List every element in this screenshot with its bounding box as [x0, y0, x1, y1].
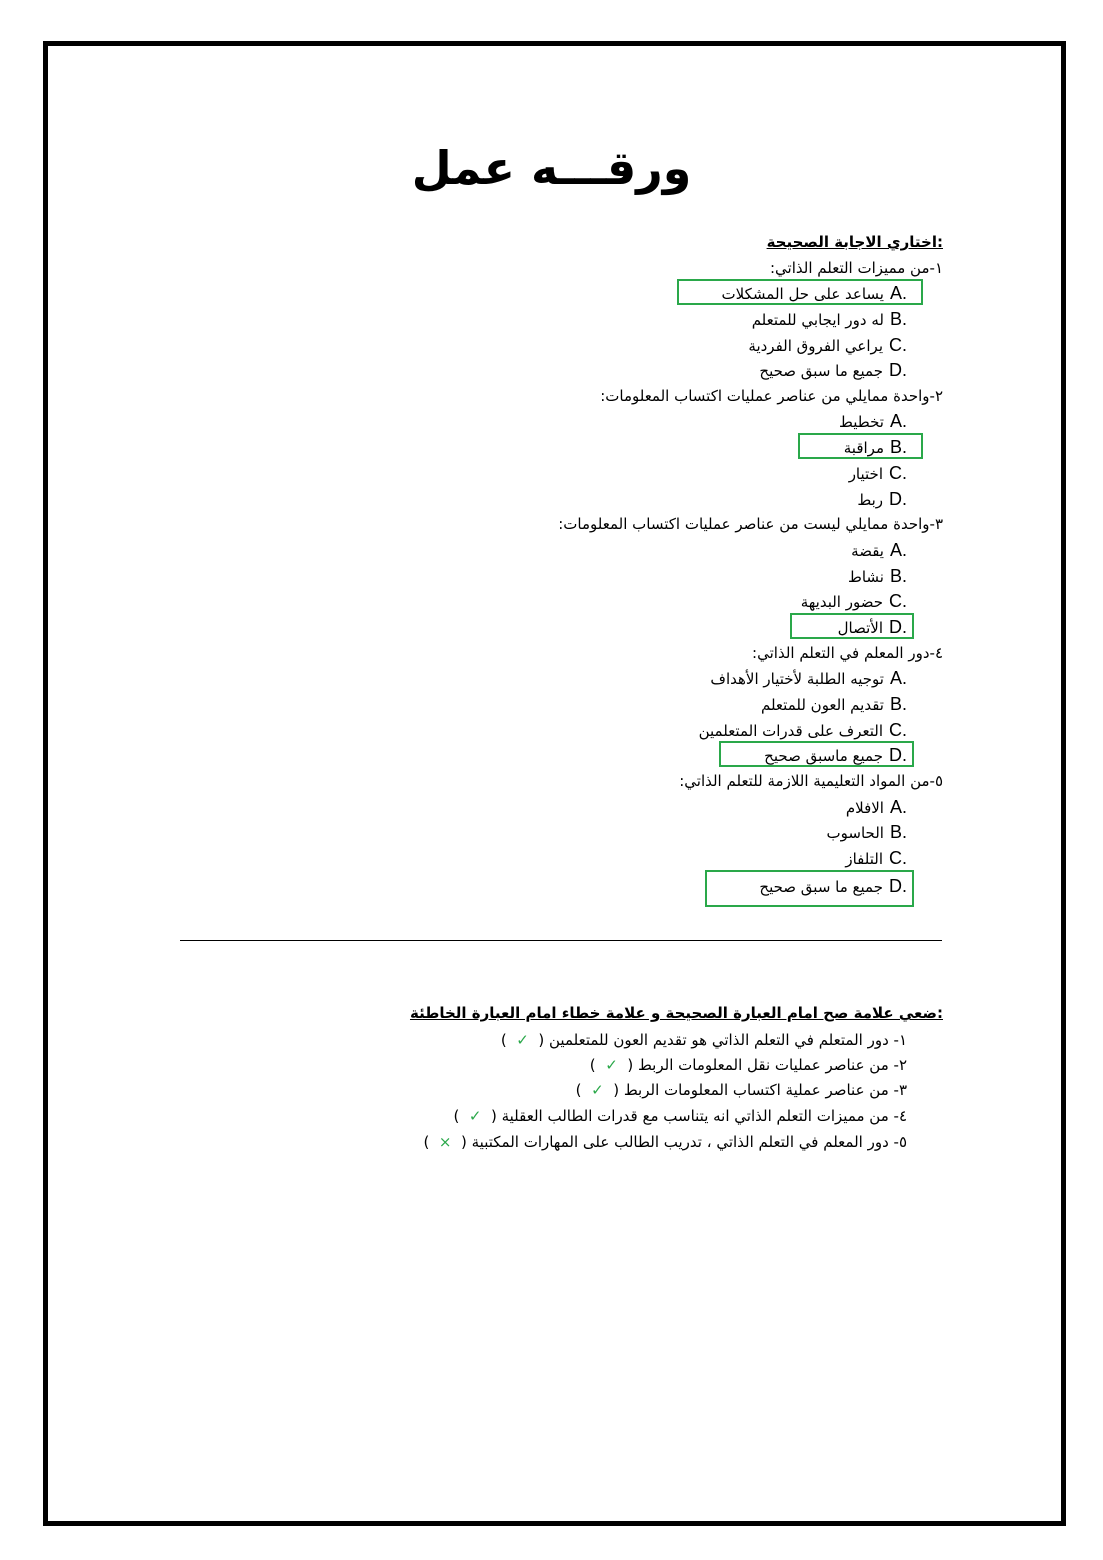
q5-option-b [827, 822, 907, 843]
option-text: توجيه الطلبة لأختيار الأهداف [710, 670, 884, 688]
option-letter: A. [889, 283, 907, 303]
option-letter: D. [889, 745, 907, 765]
option-letter: B. [889, 822, 907, 842]
option-letter: C. [889, 848, 907, 868]
statement-close: ) [500, 1031, 507, 1049]
q2-option-c [849, 463, 907, 484]
statement-text: ٤- من مميزات التعلم الذاتي انه يتناسب مع قدرات الطالب العقلية ( [490, 1107, 907, 1125]
option-letter: D. [889, 360, 907, 380]
q4-option-a [710, 668, 907, 689]
question-2: ٢-واحدة ممايلي من عناصر عمليات اكتساب المعلومات: [600, 387, 943, 405]
option-text: نشاط [847, 568, 884, 586]
statement-text: ٣- من عناصر عملية اكتساب المعلومات الربط ( [613, 1081, 907, 1099]
option-text: جميع ما سبق صحيح [759, 878, 883, 896]
check-mark-icon: ✓ [605, 1056, 618, 1074]
q1-option-c [748, 335, 907, 356]
option-letter: C. [889, 720, 907, 740]
q1-option-d [759, 360, 907, 381]
check-mark-icon: ✓ [468, 1107, 482, 1125]
section1-heading: اختاري الاجابة الصحيحة: [766, 233, 943, 251]
statement-close: ) [589, 1056, 596, 1074]
q2-option-d [857, 489, 907, 510]
option-letter: B. [889, 694, 907, 714]
option-letter: C. [889, 335, 907, 355]
option-letter: C. [889, 591, 907, 611]
statement-close: ) [575, 1081, 582, 1099]
option-text: تقديم العون للمتعلم [760, 696, 884, 714]
correct-answer-box-q1 [677, 279, 923, 305]
q5-option-a [846, 797, 907, 818]
q4-option-b [761, 694, 907, 715]
question-5: ٥-من المواد التعليمية اللازمة للتعلم الذاتي: [679, 772, 943, 790]
q1-option-b [752, 309, 907, 330]
cross-mark-icon: × [438, 1133, 452, 1151]
correct-answer-box-q2 [798, 433, 923, 459]
option-text: حضور البديهة [800, 593, 883, 611]
option-letter: A. [889, 668, 907, 688]
option-text: اختيار [848, 465, 883, 483]
option-letter: B. [889, 437, 907, 457]
statement-text: ٥- دور المعلم في التعلم الذاتي ، تدريب الطالب على المهارات المكتبية ( [461, 1133, 907, 1151]
option-text: يساعد على حل المشكلات [721, 285, 884, 303]
option-text: مراقبة [843, 439, 884, 457]
statement-text: ١- دور المتعلم في التعلم الذاتي هو تقديم العون للمتعلمين ( [538, 1031, 907, 1049]
q3-option-a [851, 540, 907, 561]
page-title: ورقـــه عمل [411, 141, 692, 195]
question-4: ٤-دور المعلم في التعلم الذاتي: [752, 644, 943, 662]
q4-option-c [699, 720, 907, 741]
statement-5 [423, 1132, 907, 1152]
statement-1 [501, 1030, 907, 1050]
correct-answer-box-q4 [719, 741, 914, 767]
option-text: جميع ماسبق صحيح [764, 747, 883, 765]
q3-option-c [801, 591, 907, 612]
check-mark-icon: ✓ [516, 1031, 529, 1049]
option-text: الحاسوب [826, 824, 884, 842]
option-letter: A. [889, 797, 907, 817]
check-mark-icon: ✓ [591, 1081, 604, 1099]
option-text: الأتصال [837, 619, 883, 637]
statement-close: ) [453, 1107, 460, 1125]
option-text: الافلام [845, 799, 884, 817]
q3-option-b [848, 566, 907, 587]
option-text: يراعي الفروق الفردية [748, 337, 883, 355]
option-text: يقضة [851, 542, 884, 560]
question-1: ١-من مميزات التعلم الذاتي: [770, 259, 943, 277]
q5-option-c [845, 848, 907, 869]
option-letter: D. [889, 617, 907, 637]
option-letter: B. [889, 566, 907, 586]
option-letter: B. [889, 309, 907, 329]
correct-answer-box-q5 [705, 870, 914, 907]
option-letter: C. [889, 463, 907, 483]
statement-close: ) [423, 1133, 430, 1151]
section2-heading: ضعي علامة صح امام العبارة الصحيحة و علامة خطاء امام العبارة الخاطئة: [409, 1004, 943, 1022]
q2-option-a [839, 411, 907, 432]
option-text: تخطيط [839, 413, 884, 431]
correct-answer-box-q3 [790, 613, 914, 639]
section-divider [180, 940, 942, 941]
option-text: التعرف على قدرات المتعلمين [698, 722, 883, 740]
option-text: ربط [857, 491, 883, 509]
statement-3 [576, 1080, 907, 1100]
statement-2 [590, 1055, 907, 1075]
option-text: التلفاز [845, 850, 883, 868]
option-letter: A. [889, 411, 907, 431]
option-text: له دور ايجابي للمتعلم [751, 311, 884, 329]
question-3: ٣-واحدة ممايلي ليست من عناصر عمليات اكتساب المعلومات: [558, 515, 943, 533]
option-letter: A. [889, 540, 907, 560]
statement-text: ٢- من عناصر عمليات نقل المعلومات الربط ( [627, 1056, 907, 1074]
statement-4 [453, 1106, 907, 1126]
option-letter: D. [889, 489, 907, 509]
option-letter: D. [889, 876, 907, 896]
option-text: جميع ما سبق صحيح [759, 362, 883, 380]
